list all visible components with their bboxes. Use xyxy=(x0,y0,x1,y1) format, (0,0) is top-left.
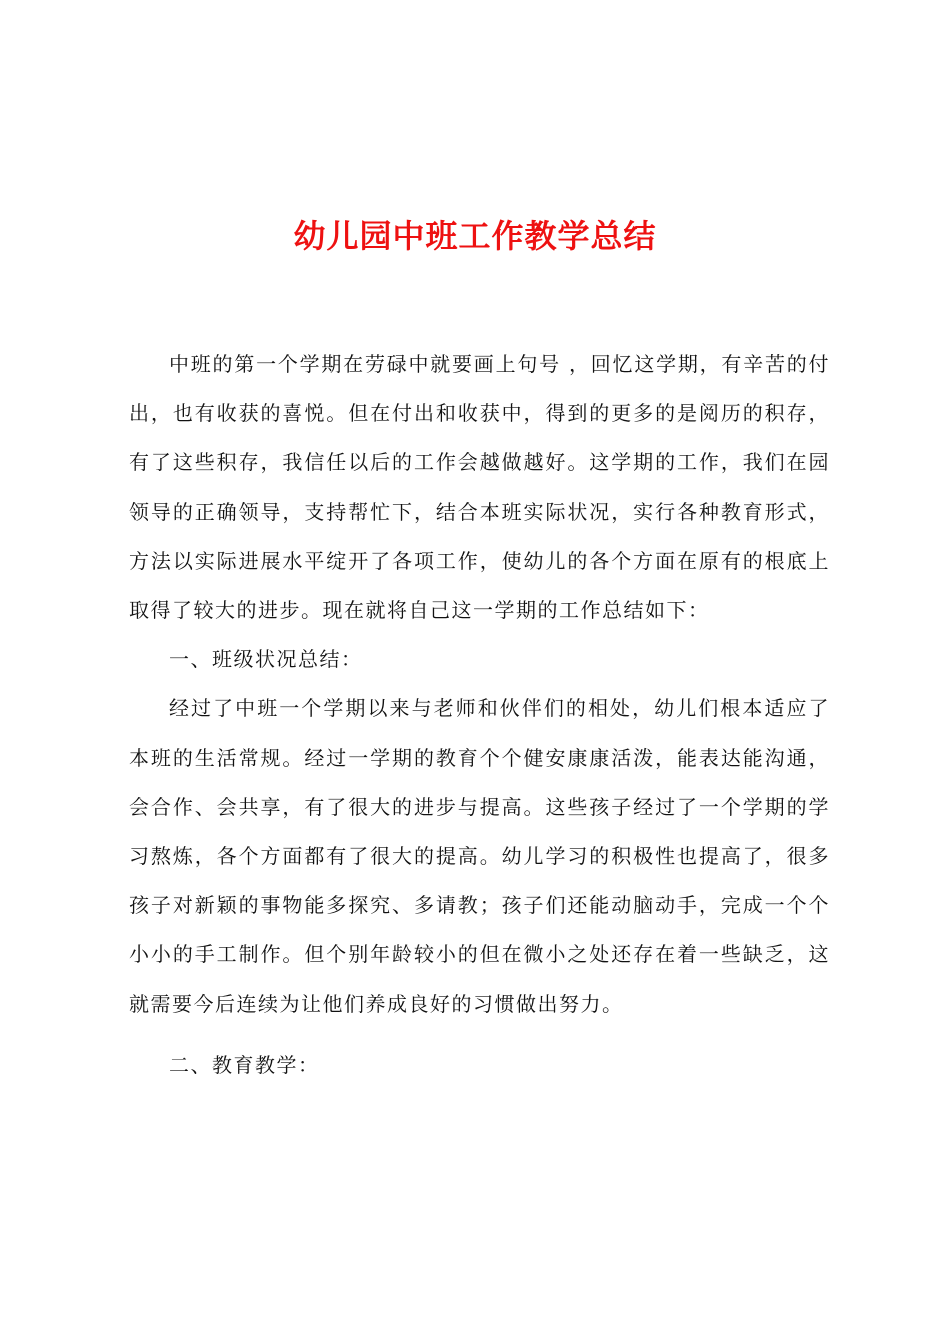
paragraph-class-status: 经过了中班一个学期以来与老师和伙伴们的相处，幼儿们根本适应了本班的生活常规。经过一学期的教育个个健安康康活泼，能表达能沟通，会合作、会共享，有了很大的进步与提高。这些孩子经过了一个学期的学习熬炼，各个方面都有了很大的提高。幼儿学习的积极性也提高了，很多孩子对新颖的事物能多探究、多请教；孩子们还能动脑动手，完成一个个小小的手工制作。但个别年龄较小的但在微小之处还存在着一些缺乏，这就需要今后连续为让他们养成良好的习惯做出努力。 xyxy=(129,696,830,1016)
paragraph-intro: 中班的第一个学期在劳碌中就要画上句号 ，回忆这学期，有辛苦的付出，也有收获的喜悦。但在付出和收获中，得到的更多的是阅历的积存，有了这些积存，我信任以后的工作会越做越好。这学期的工作，我们在园领导的正确领导，支持帮忙下，结合本班实际状况，实行各种教育形式，方法以实际进展水平绽开了各项工作，使幼儿的各个方面在原有的根底上取得了较大的进步。现在就将自己这一学期的工作总结如下： xyxy=(129,352,830,623)
section-heading-teaching: 二、教育教学： xyxy=(169,1052,320,1077)
document-body xyxy=(129,340,830,1090)
document-title: 幼儿园中班工作教学总结 xyxy=(293,217,657,255)
section-heading-class-status: 一、班级状况总结： xyxy=(169,647,363,672)
